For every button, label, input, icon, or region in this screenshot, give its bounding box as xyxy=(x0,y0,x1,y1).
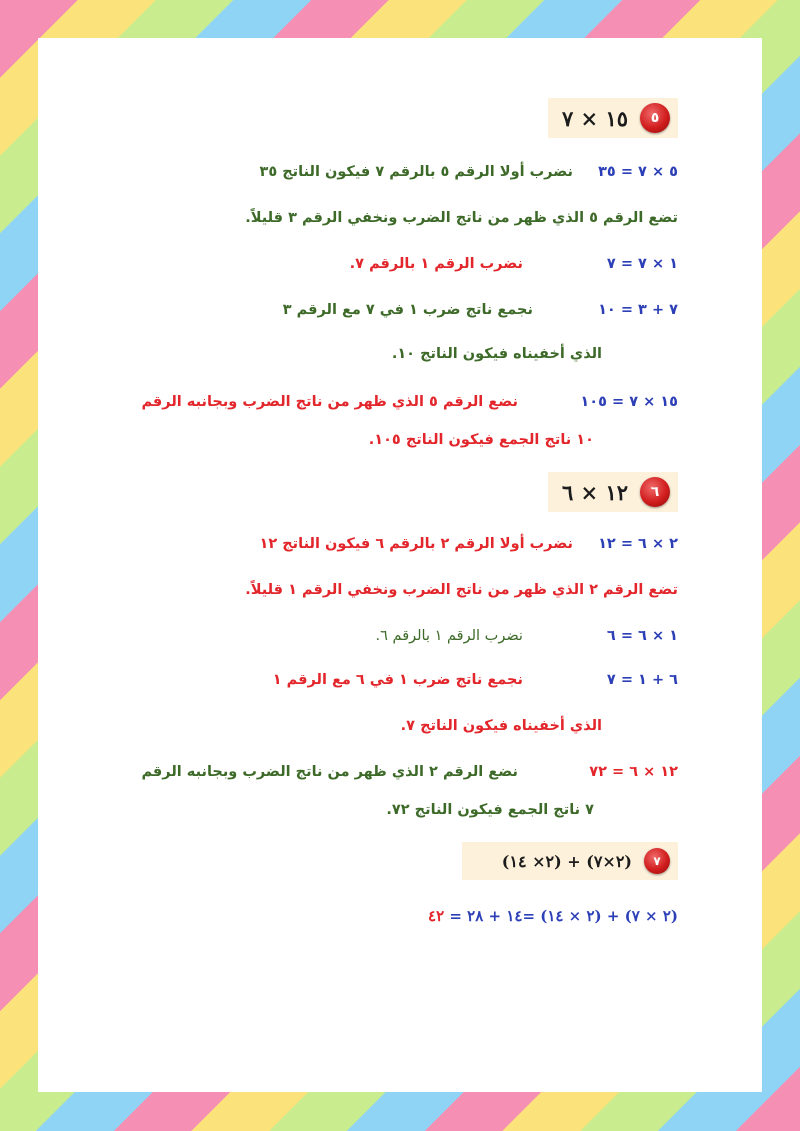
step-line: ١٠ ناتج الجمع فيكون الناتج ١٠٥. xyxy=(368,432,594,448)
problem-5-header xyxy=(548,98,678,138)
problem-number-badge: ٦ xyxy=(640,477,670,507)
step-text: نجمع ناتج ضرب ١ في ٦ مع الرقم ١ xyxy=(272,672,523,688)
step-text: نضرب أولا الرقم ٢ بالرقم ٦ فيكون الناتج ١٢ xyxy=(259,536,573,552)
step-equation: ٦ + ١ = ٧ xyxy=(606,672,678,688)
step-equation: ٧ + ٣ = ١٠ xyxy=(598,302,678,318)
problem-expression: (٢×٧) + (٢× ١٤) xyxy=(501,851,632,871)
problem-7-header xyxy=(462,842,678,880)
solution-line xyxy=(428,906,678,926)
step-text: نجمع ناتج ضرب ١ في ٧ مع الرقم ٣ xyxy=(282,302,533,318)
problem-expression: ١٢ × ٦ xyxy=(561,479,628,505)
step-line xyxy=(259,162,678,182)
step-line xyxy=(283,300,678,320)
step-line xyxy=(141,762,678,782)
step-line xyxy=(273,670,678,690)
problem-number-badge: ٥ xyxy=(640,103,670,133)
problem-expression: ١٥ × ٧ xyxy=(561,105,628,131)
worksheet-page xyxy=(38,38,762,1092)
step-line xyxy=(259,534,678,554)
step-equation: ١ × ٧ = ٧ xyxy=(606,256,678,272)
problem-number-badge: ٧ xyxy=(644,848,670,874)
step-equation: ٥ × ٧ = ٣٥ xyxy=(598,164,678,180)
step-equation: ١٥ × ٧ = ١٠٥ xyxy=(580,394,678,410)
step-line xyxy=(141,392,678,412)
step-line xyxy=(376,626,678,646)
step-equation: ١٢ × ٦ = ٧٢ xyxy=(589,764,678,780)
step-text: نضع الرقم ٥ الذي ظهر من ناتج الضرب وبجانبه الرقم xyxy=(141,394,518,410)
step-text: نضرب الرقم ١ بالرقم ٧. xyxy=(349,256,523,272)
step-equation: ٢ × ٦ = ١٢ xyxy=(598,536,678,552)
step-line: تضع الرقم ٢ الذي ظهر من ناتج الضرب ونخفي الرقم ١ قليلاً. xyxy=(245,582,678,598)
step-equation: ١ × ٦ = ٦ xyxy=(606,628,678,644)
solution-expression: (٢ × ٧) + (٢ × ١٤) =١٤ + ٢٨ = xyxy=(444,907,678,925)
step-line: الذي أخفيناه فيكون الناتج ٧. xyxy=(400,718,602,734)
problem-6-header xyxy=(548,472,678,512)
step-text: نضع الرقم ٢ الذي ظهر من ناتج الضرب وبجانبه الرقم xyxy=(141,764,518,780)
solution-answer: ٤٢ xyxy=(428,907,445,925)
step-line: الذي أخفيناه فيكون الناتج ١٠. xyxy=(391,346,602,362)
step-line xyxy=(350,254,678,274)
step-text: نضرب الرقم ١ بالرقم ٦. xyxy=(375,628,523,644)
step-text: نضرب أولا الرقم ٥ بالرقم ٧ فيكون الناتج ٣٥ xyxy=(259,164,573,180)
step-line: ٧ ناتج الجمع فيكون الناتج ٧٢. xyxy=(386,802,594,818)
step-line: تضع الرقم ٥ الذي ظهر من ناتج الضرب ونخفي الرقم ٣ قليلاً. xyxy=(245,210,678,226)
